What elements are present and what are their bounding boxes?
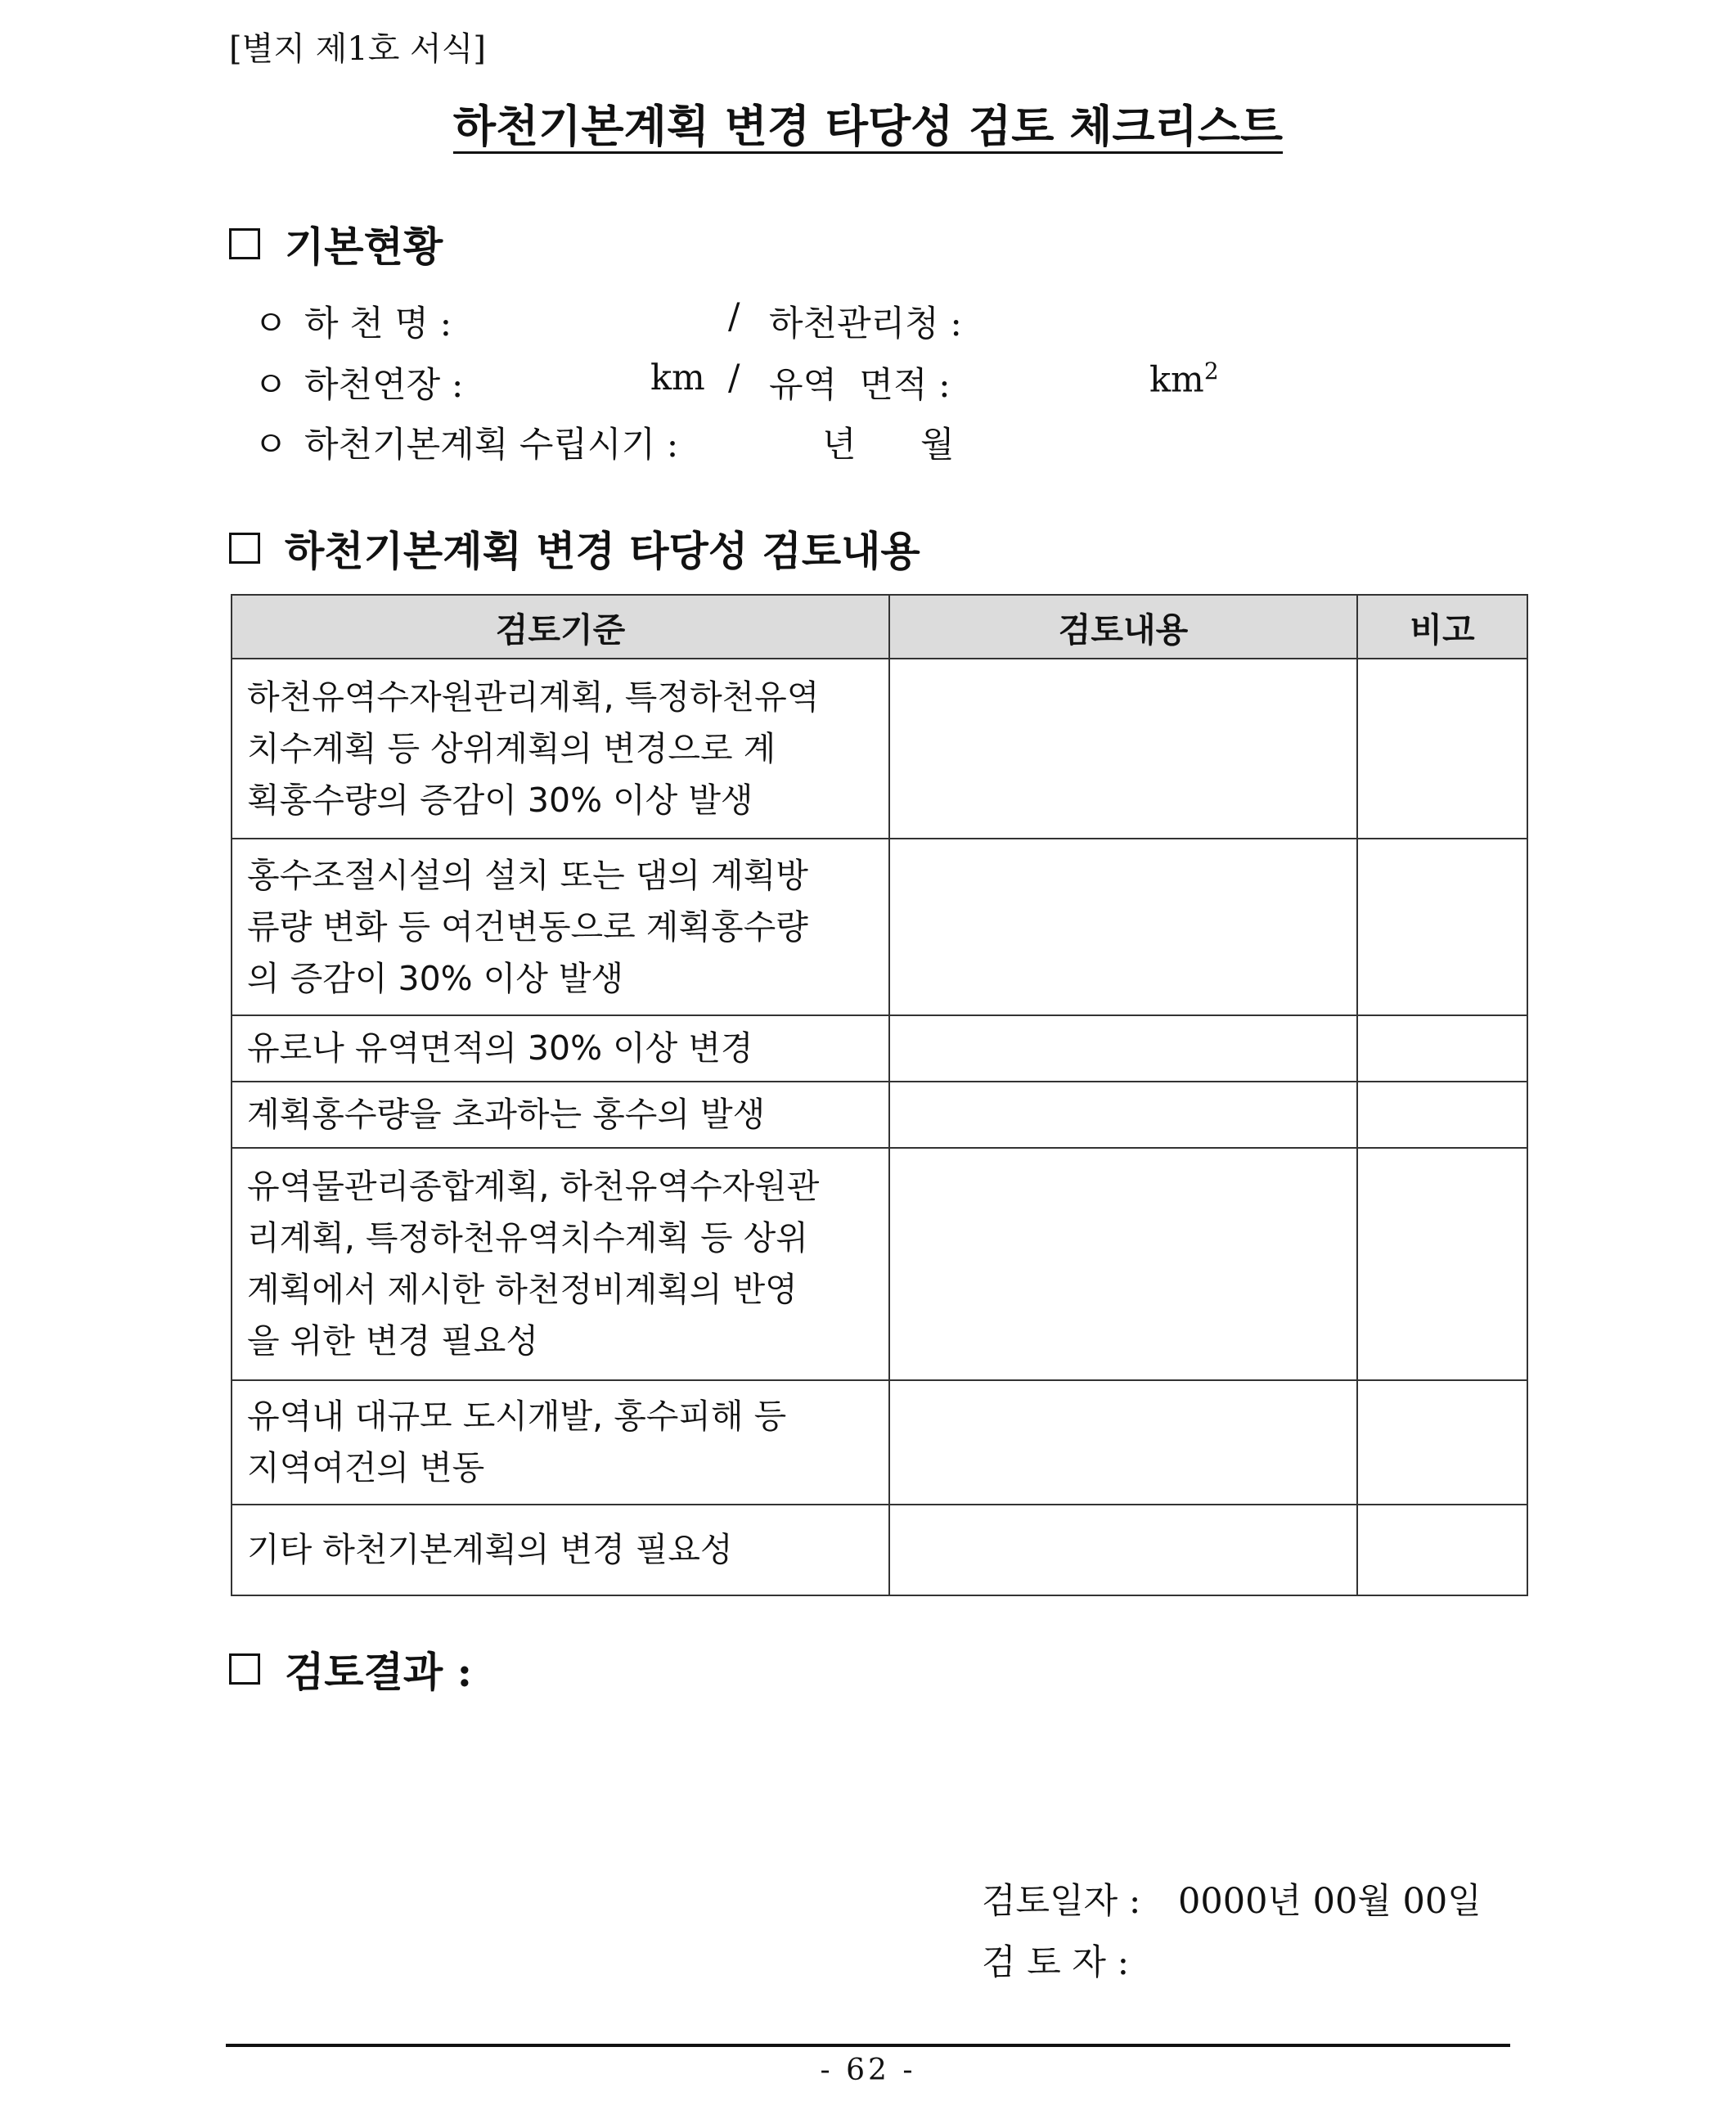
plan-month-label: 월 (920, 425, 955, 466)
area-label: 유역 면적 : (769, 365, 951, 406)
section-review-heading (229, 519, 920, 578)
column-header-criteria: 검토기준 (232, 595, 889, 659)
section-review-title: 하천기본계획 변경 타당성 검토내용 (285, 527, 920, 575)
slash-separator: / (728, 296, 740, 337)
info-line-river-name (254, 296, 311, 346)
river-name-label: 하 천 명 : (304, 304, 452, 344)
note-cell[interactable] (1357, 1082, 1527, 1148)
section-basic-heading (229, 214, 443, 273)
review-content-cell[interactable] (889, 1148, 1357, 1380)
review-content-cell[interactable] (889, 1015, 1357, 1082)
section-result-heading (229, 1640, 472, 1698)
table-row (232, 1505, 1527, 1595)
table-row (232, 1082, 1527, 1148)
area-unit (1149, 358, 1219, 400)
criterion-cell: 유로나 유역면적의 30% 이상 변경 (232, 1015, 889, 1082)
bullet-icon: ㅇ (254, 304, 288, 344)
plan-year-label: 년 (822, 425, 857, 466)
table-row (232, 1380, 1527, 1505)
criterion-cell: 하천유역수자원관리계획, 특정하천유역 치수계획 등 상위계획의 변경으로 계 획홍수량의 증감이 30% 이상 발생 (232, 659, 889, 839)
slash-separator: / (728, 358, 740, 398)
authority-label: 하천관리청 : (769, 304, 962, 344)
plan-date-label: 하천기본계획 수립시기 : (304, 425, 679, 466)
review-date-value[interactable]: 0000년 00월 00일 (1178, 1881, 1482, 1922)
note-cell[interactable] (1357, 1148, 1527, 1380)
bullet-icon: ㅇ (254, 425, 288, 466)
column-header-content: 검토내용 (889, 595, 1357, 659)
review-content-cell[interactable] (889, 1082, 1357, 1148)
review-checklist-table (231, 594, 1528, 1596)
review-date-label: 검토일자 : (982, 1881, 1141, 1922)
note-cell[interactable] (1357, 839, 1527, 1015)
bullet-icon: ㅇ (254, 365, 288, 406)
criterion-cell: 유역내 대규모 도시개발, 홍수피해 등 지역여건의 변동 (232, 1380, 889, 1505)
footer-divider (226, 2044, 1510, 2047)
checkbox-icon (229, 1653, 260, 1685)
length-label: 하천연장 : (304, 365, 464, 406)
section-basic-title: 기본현황 (285, 223, 443, 271)
note-cell[interactable] (1357, 659, 1527, 839)
note-cell[interactable] (1357, 1015, 1527, 1082)
info-line-plan-date (254, 417, 311, 467)
review-content-cell[interactable] (889, 839, 1357, 1015)
document-title (0, 92, 1736, 155)
checkbox-icon (229, 228, 260, 259)
table-row (232, 839, 1527, 1015)
criterion-cell: 기타 하천기본계획의 변경 필요성 (232, 1505, 889, 1595)
info-line-length (254, 358, 311, 407)
checkbox-icon (229, 533, 260, 564)
table-header-row (232, 595, 1527, 659)
review-content-cell[interactable] (889, 1380, 1357, 1505)
review-content-cell[interactable] (889, 1505, 1357, 1595)
length-unit: km (650, 358, 705, 398)
review-content-cell[interactable] (889, 659, 1357, 839)
table-row (232, 1015, 1527, 1082)
criterion-cell: 유역물관리종합계획, 하천유역수자원관 리계획, 특정하천유역치수계획 등 상위 계획에서 제시한 하천정비계획의 반영 을 위한 변경 필요성 (232, 1148, 889, 1380)
table-row (232, 1148, 1527, 1380)
area-unit-superscript: 2 (1203, 358, 1219, 385)
page-number: - 62 - (820, 2054, 916, 2087)
document-title-text: 하천기본계획 변경 타당성 검토 체크리스트 (452, 100, 1284, 152)
note-cell[interactable] (1357, 1380, 1527, 1505)
column-header-note: 비고 (1357, 595, 1527, 659)
criterion-cell: 홍수조절시설의 설치 또는 댐의 계획방 류량 변화 등 여건변동으로 계획홍수량 의 증감이 30% 이상 발생 (232, 839, 889, 1015)
section-result-title: 검토결과 : (285, 1648, 473, 1696)
form-label: [별지 제1호 서식] (229, 30, 486, 68)
note-cell[interactable] (1357, 1505, 1527, 1595)
criterion-cell: 계획홍수량을 초과하는 홍수의 발생 (232, 1082, 889, 1148)
reviewer-label: 검 토 자 : (982, 1942, 1130, 1983)
area-unit-text: km (1149, 359, 1204, 401)
table-row (232, 659, 1527, 839)
